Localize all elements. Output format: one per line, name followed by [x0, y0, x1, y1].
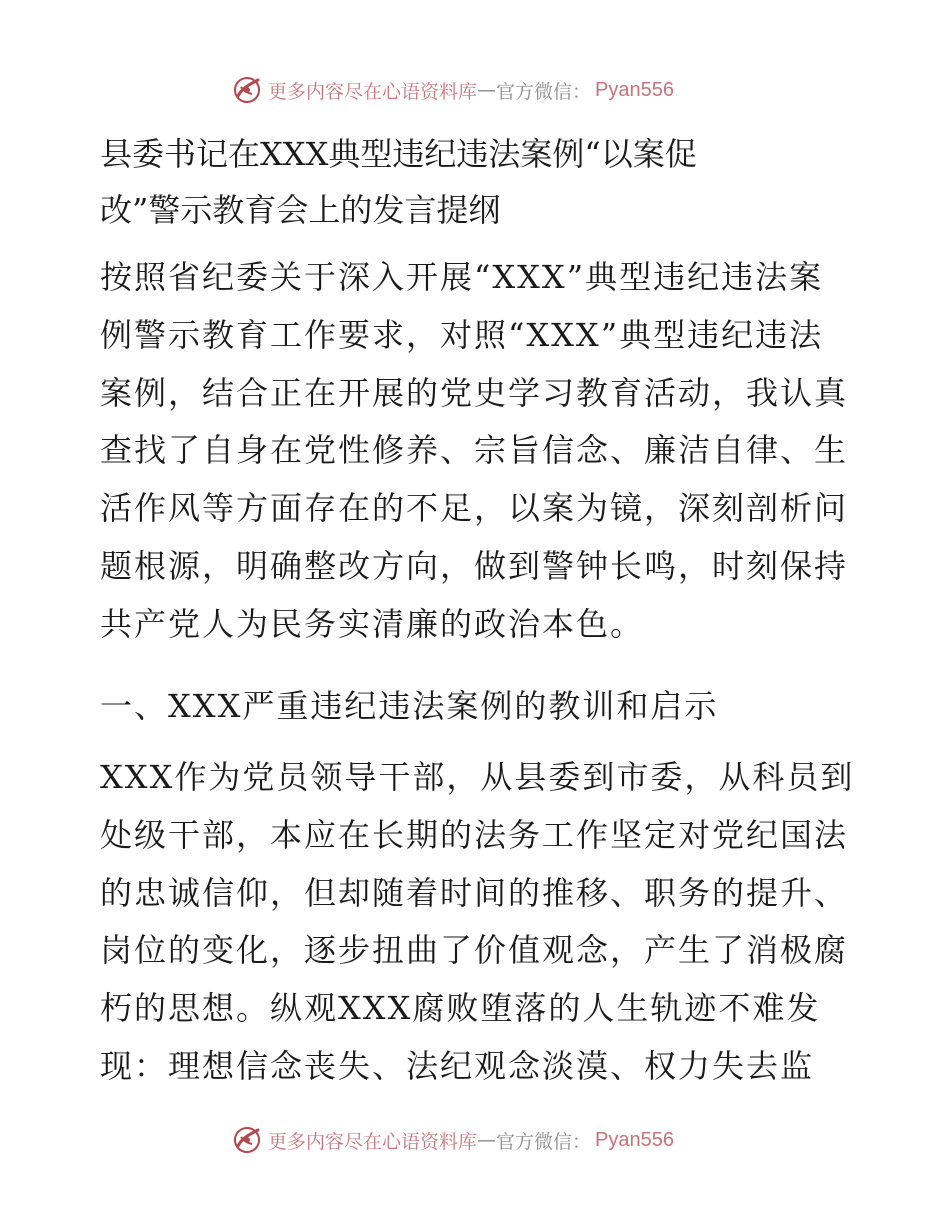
banner-main-text: 更多内容尽在心语资料库 [268, 1130, 478, 1153]
banner-main-text: 更多内容尽在心语资料库 [268, 80, 478, 103]
banner-wechat-label: 官方微信： [496, 1130, 592, 1153]
body-paragraph-intro [100, 249, 860, 654]
paragraph-line: XXX作为党员领导干部，从县委到市委，从科员到 [100, 758, 855, 796]
paragraph-line: 查找了自身在党性修养、宗旨信念、廉洁自律、生 [100, 431, 849, 470]
library-logo-icon [232, 75, 262, 105]
banner-dash: — [477, 1129, 497, 1151]
banner-wechat-id: Pyan556 [595, 1128, 674, 1151]
paragraph-line: 处级干部，本应在长期的法务工作坚定对党纪国法 [100, 815, 849, 854]
paragraph-line: 案例，结合正在开展的党史学习教育活动，我认真 [100, 373, 849, 412]
title-line: 改”警示教育会上的发言提纲 [100, 191, 501, 229]
paragraph-line: 朽的思想。纵观XXX腐败堕落的人生轨迹不难发 [100, 989, 821, 1028]
paragraph-line: 按照省纪委关于深入开展“XXX”典型违纪违法案 [100, 258, 824, 296]
document-title [100, 126, 840, 238]
library-logo-icon [232, 1125, 262, 1155]
heading-line: 一、XXX严重违纪违法案例的教训和启示 [100, 687, 719, 725]
banner-wechat-label: 官方微信： [496, 80, 592, 103]
paragraph-line: 例警示教育工作要求，对照“XXX”典型违纪违法 [100, 315, 824, 354]
paragraph-line: 活作风等方面存在的不足，以案为镜，深刻剖析问 [100, 489, 849, 528]
paragraph-line: 岗位的变化，逐步扭曲了价值观念，产生了消极腐 [100, 931, 849, 970]
paragraph-line: 共产党人为民务实清廉的政治本色。 [100, 604, 645, 643]
paragraph-line: 现：理想信念丧失、法纪观念淡漠、权力失去监 [100, 1046, 815, 1085]
footer-watermark-banner [0, 1120, 950, 1160]
paragraph-line: 题根源，明确整改方向，做到警钟长鸣，时刻保持 [100, 546, 849, 585]
paragraph-line: 的忠诚信仰，但却随着时间的推移、职务的提升、 [100, 873, 849, 912]
title-line: 县委书记在XXX典型违纪违法案例“以案促 [100, 135, 697, 173]
section-heading [100, 681, 860, 731]
banner-wechat-id: Pyan556 [595, 78, 674, 101]
body-paragraph-case [100, 749, 860, 1096]
banner-dash: — [477, 79, 497, 101]
header-watermark-banner [0, 70, 950, 110]
